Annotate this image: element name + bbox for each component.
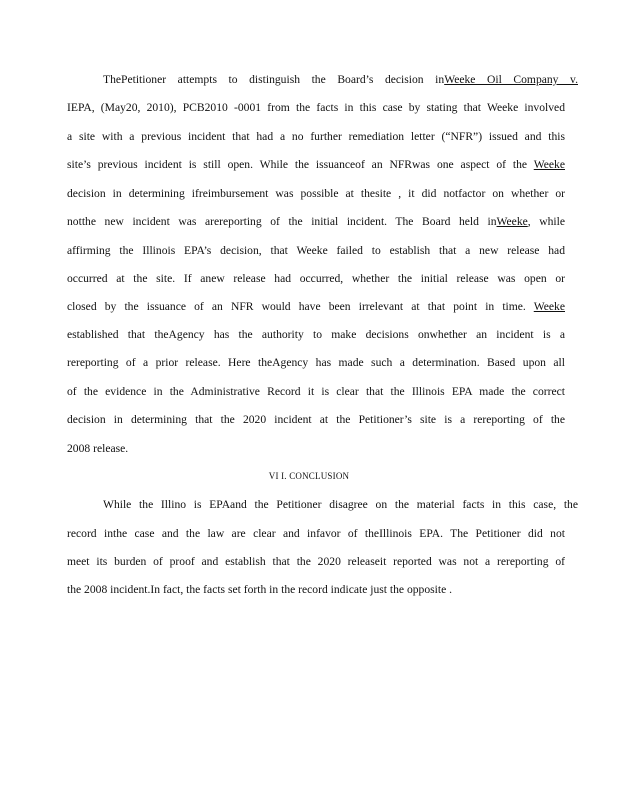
paragraph-1-line-10: established that theAgency has the authority to make decisions onwhether an incident is a [67, 328, 565, 341]
paragraph-2-line-1: While the Illino is EPAand the Petitioner disagree on the material facts in this case, the [103, 498, 578, 511]
paragraph-1-line-1: ThePetitioner attempts to distinguish the Board’s decision inWeeke Oil Company v. [103, 73, 578, 86]
paragraph-1-line-13: decision in determining that the 2020 incident at the Petitioner’s site is a rereporting of the [67, 413, 565, 426]
paragraph-1-line-4: site’s previous incident is still open. While the issuanceof an NFRwas one aspect of the Weeke [67, 158, 565, 171]
paragraph-1-line-2: IEPA, (May20, 2010), PCB2010 -0001 from the facts in this case by stating that Weeke involved [67, 101, 565, 114]
paragraph-1-line-8: occurred at the site. If anew release had occurred, whether the initial release was open or [67, 272, 565, 285]
paragraph-1-line-12: of the evidence in the Administrative Record it is clear that the Illinois EPA made the correct [67, 385, 565, 398]
paragraph-1-line-3: a site with a previous incident that had a no further remediation letter (“NFR”) issued and this [67, 130, 565, 143]
case-citation-weeke: Weeke Oil Company v. [444, 73, 578, 86]
section-heading-conclusion: VI I. CONCLUSION [268, 471, 350, 481]
case-reference-weeke: Weeke [533, 300, 565, 313]
case-reference-weeke: Weeke [496, 215, 528, 228]
paragraph-2-line-2: record inthe case and the law are clear and infavor of theIllinois EPA. The Petitioner did not [67, 527, 565, 540]
paragraph-2-line-4: the 2008 incident.In fact, the facts set forth in the record indicate just the opposite . [67, 583, 453, 596]
case-reference-weeke: Weeke [533, 158, 565, 171]
paragraph-1-line-14: 2008 release. [67, 442, 129, 455]
paragraph-1-line-7: affirming the Illinois EPA’s decision, that Weeke failed to establish that a new release had [67, 244, 565, 257]
paragraph-1-line-6: notthe new incident was arereporting of the initial incident. The Board held inWeeke, while [67, 215, 566, 228]
paragraph-1-line-11: rereporting of a prior release. Here theAgency has made such a determination. Based upon all [67, 356, 565, 369]
paragraph-2-line-3: meet its burden of proof and establish that the 2020 releaseit reported was not a rereporting of [67, 555, 565, 568]
paragraph-1-line-9: closed by the issuance of an NFR would have been irrelevant at that point in time. Weeke [67, 300, 565, 313]
paragraph-1-line-5: decision in determining ifreimbursement was possible at thesite , it did notfactor on whether or [67, 187, 565, 200]
